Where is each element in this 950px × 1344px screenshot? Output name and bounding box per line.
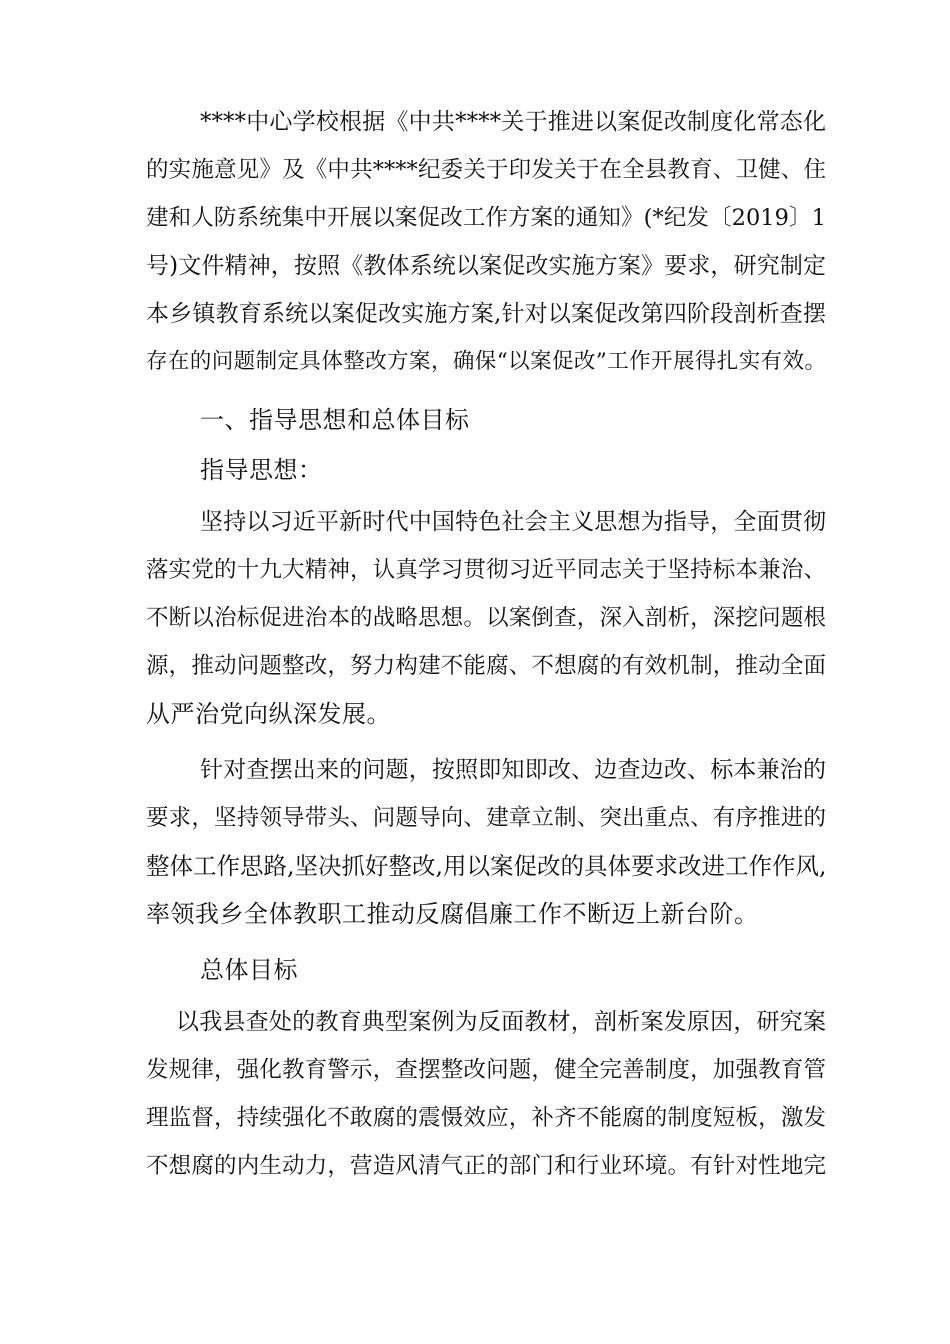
paragraph-1-line-4: 号)文件精神，按照《教体系统以案促改实施方案》要求，研究制定 bbox=[146, 253, 826, 279]
paragraph-4-line-1: 以我县查处的教育典型案例为反面教材，剖析案发原因，研究案 bbox=[176, 1009, 826, 1035]
paragraph-1-line-5: 本乡镇教育系统以案促改实施方案,针对以案促改第四阶段剖析查摆 bbox=[146, 301, 826, 327]
subheading-guiding-thought: 指导思想： bbox=[200, 456, 323, 484]
paragraph-2-line-4: 源，推动问题整改，努力构建不能腐、不想腐的有效机制，推动全面 bbox=[146, 653, 826, 679]
paragraph-4-line-2: 发规律，强化教育警示，查摆整改问题，健全完善制度，加强教育管 bbox=[146, 1057, 826, 1083]
paragraph-4-line-4: 不想腐的内生动力，营造风清气正的部门和行业环境。有针对性地完 bbox=[146, 1153, 826, 1179]
paragraph-3-line-2: 要求，坚持领导带头、问题导向、建章立制、突出重点、有序推进的 bbox=[146, 805, 826, 831]
paragraph-1-line-2: 的实施意见》及《中共****纪委关于印发关于在全县教育、卫健、住 bbox=[146, 157, 826, 183]
section-heading: 一、指导思想和总体目标 bbox=[200, 406, 470, 434]
paragraph-3-line-3: 整体工作思路,坚决抓好整改,用以案促改的具体要求改进工作作风, bbox=[146, 852, 826, 880]
paragraph-3-line-4: 率领我乡全体教职工推动反腐倡廉工作不断迈上新台阶。 bbox=[146, 900, 759, 928]
paragraph-1-line-3: 建和人防系统集中开展以案促改工作方案的通知》(*纪发〔2019〕1 bbox=[146, 205, 826, 231]
paragraph-2-line-2: 落实党的十九大精神，认真学习贯彻习近平同志关于坚持标本兼治、 bbox=[146, 557, 826, 583]
paragraph-4-line-3: 理监督，持续强化不敢腐的震慑效应，补齐不能腐的制度短板，激发 bbox=[146, 1105, 826, 1131]
paragraph-1-line-1: ****中心学校根据《中共****关于推进以案促改制度化常态化 bbox=[200, 109, 826, 135]
paragraph-3-line-1: 针对查摆出来的问题，按照即知即改、边查边改、标本兼治的 bbox=[200, 757, 826, 783]
paragraph-2-line-1: 坚持以习近平新时代中国特色社会主义思想为指导，全面贯彻 bbox=[200, 509, 826, 535]
subheading-overall-goal: 总体目标 bbox=[200, 956, 298, 984]
paragraph-2-line-5: 从严治党向纵深发展。 bbox=[146, 700, 391, 728]
paragraph-1-line-6: 存在的问题制定具体整改方案，确保“以案促改”工作开展得扎实有效。 bbox=[146, 349, 826, 374]
paragraph-2-line-3: 不断以治标促进治本的战略思想。以案倒查，深入剖析，深挖问题根 bbox=[146, 605, 826, 631]
